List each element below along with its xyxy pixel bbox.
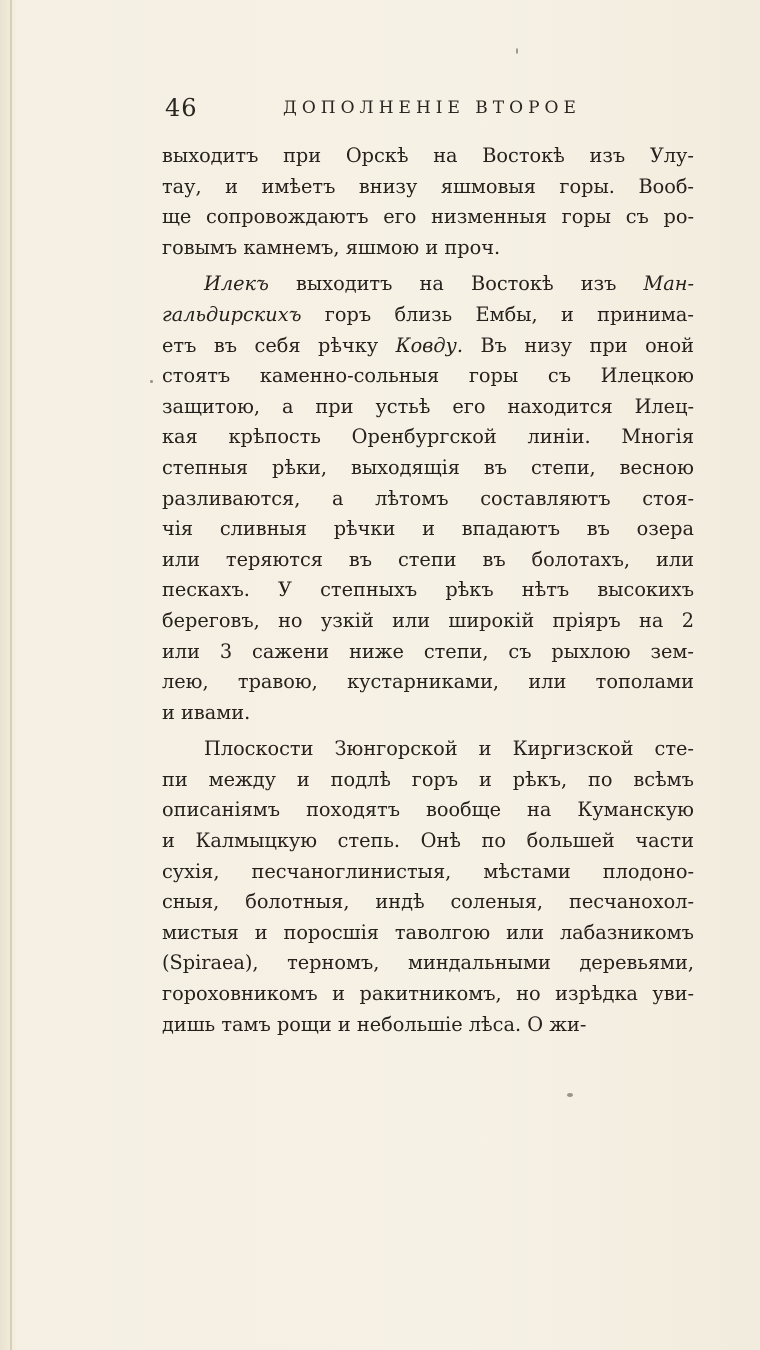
word: степныхъ [320,578,418,602]
word: широкій [448,608,535,632]
word: рѣчку [318,333,379,357]
word: сажени [252,639,330,663]
word: и [162,829,175,853]
word: Ковду. [395,333,463,357]
text-line [162,734,694,765]
text-line [162,300,694,331]
text-line [162,826,694,857]
word: и [254,920,268,944]
word: всѣмъ [633,767,694,791]
word: Востокѣ [482,144,565,167]
text-line [162,453,694,484]
word: выходитъ [162,144,259,167]
word: по [481,829,507,853]
word: соленыя, [450,890,544,914]
word: степи [397,547,457,571]
text-line [162,918,694,949]
text-line [162,141,694,172]
word: сопровождаютъ [206,205,369,229]
word: въ [213,333,237,357]
word: узкій [320,608,374,632]
word: Илецкою [600,364,694,388]
word: находится [507,394,613,418]
word: горъ [324,302,372,326]
word: съ [625,205,649,229]
word: горы. [559,174,615,198]
word: въ [348,547,372,571]
page-number: 46 [165,94,198,122]
word: рѣкъ, [512,767,568,791]
word: при [589,333,628,357]
word: устьѣ [375,394,431,418]
page-header [165,92,695,128]
text-line [162,361,694,392]
text-line [162,606,694,637]
word: ивами. [181,700,251,724]
text-line [162,765,694,796]
word: на [433,144,458,167]
word: близь [394,302,453,326]
text-line [162,1010,694,1041]
word: лабазникомъ [559,920,694,944]
word: песчаноглинистыя, [251,859,452,883]
text-line [162,667,694,698]
word: яшмовыя [440,174,536,198]
word: изъ [580,272,617,296]
word: озера [636,517,694,541]
word: подлѣ [330,767,391,791]
word: жи- [549,1012,587,1036]
word: но [278,608,303,632]
word: рощи [276,1012,332,1036]
text-line [162,545,694,576]
word: по [588,767,613,791]
running-head: ДОПОЛНЕНІЕ ВТОРОЕ [283,98,581,118]
word: лею, [162,670,209,694]
word: и [478,767,492,791]
word: впадаютъ [461,517,560,541]
ink-speck [516,48,518,54]
word: его [383,205,417,229]
word: ракитникомъ, [359,982,502,1006]
word: ро- [663,205,694,229]
word: Орскѣ [345,144,409,167]
word: или [392,608,431,632]
word: его [452,394,486,418]
word: степь. [337,829,401,853]
text-line [162,857,694,888]
paragraph-1 [162,141,694,263]
word: Востокѣ [471,272,554,296]
paragraph-3 [162,734,694,1040]
word: Вооб- [638,174,694,198]
word: кустарниками, [347,670,500,694]
word: въ [586,517,610,541]
word: при [315,394,354,418]
word: рѣки, [272,455,328,479]
word: степи, [530,455,596,479]
word: тамъ [221,1012,271,1036]
word: внизу [358,174,418,198]
word: стоятъ [162,364,231,388]
word: или [162,639,200,663]
word: Зюнгорской [334,737,458,761]
word: выходитъ [296,272,393,296]
word: сте- [654,737,694,761]
word: рыхлою [551,639,631,663]
word: или [162,547,200,571]
word: пи [162,767,188,791]
word: мѣстами [483,859,571,883]
word: гальдирскихъ [162,302,302,326]
word: Ембы, [475,302,538,326]
word: 3 [219,639,233,663]
word: болотахъ, [531,547,631,571]
word: низменныя [431,205,547,229]
word: поросшія [283,920,379,944]
text-line [162,979,694,1010]
word: защитою, [162,394,260,418]
word: линіи. [527,425,591,449]
word: болотныя, [245,890,350,914]
word: етъ [162,333,197,357]
word: ниже [349,639,404,663]
word: и [337,1012,351,1036]
word: уви- [652,982,694,1006]
ink-speck [150,380,153,383]
word: и [560,302,574,326]
word: чія [162,517,194,541]
word: имѣетъ [261,174,336,198]
word: оной [645,333,694,357]
word: говымъ [162,235,238,259]
word: камнемъ, [243,235,340,259]
word: Куманскую [577,798,694,822]
word: Плоскости [204,737,314,761]
word: проч. [444,235,501,259]
word: кая [162,425,198,449]
word: съ [508,639,532,663]
body-text [162,141,694,1040]
word: пескахъ. [162,578,250,602]
word: и [296,767,310,791]
word: съ [547,364,571,388]
word: но [516,982,541,1006]
word: между [208,767,276,791]
word: Ман- [643,272,694,296]
ink-speck [567,1093,573,1097]
text-line [162,948,694,979]
word: на [419,272,444,296]
word: выходящія [350,455,460,479]
word: горы [468,364,519,388]
word: терномъ, [287,951,380,975]
word: а [281,394,294,418]
word: индѣ [375,890,425,914]
word: при [283,144,322,167]
word: весною [619,455,694,479]
word: Въ [480,333,507,357]
word: яшмою [345,235,420,259]
word: тау, [162,174,202,198]
word: миндальными [407,951,551,975]
word: Оренбургской [351,425,497,449]
word: пріяръ [552,608,621,632]
word: сливныя [219,517,307,541]
text-line [162,422,694,453]
word: степи, [423,639,489,663]
word: горы [561,205,612,229]
word: нѣтъ [521,578,570,602]
word: сухія, [162,859,220,883]
word: стоя- [642,486,694,510]
word: береговъ, [162,608,260,632]
word: составляютъ [480,486,611,510]
word: принима- [597,302,694,326]
word: большей [526,829,615,853]
word: 2 [681,608,694,632]
page-left-edge [10,0,12,1350]
word: У [278,578,292,602]
word: Калмыцкую [195,829,318,853]
text-line [162,484,694,515]
text-line [162,887,694,918]
word: части [635,829,694,853]
word: и [332,982,345,1006]
word: или [656,547,694,571]
word: описаніямъ [162,798,281,822]
word: Многія [621,425,694,449]
word: тополами [595,670,694,694]
word: горъ [411,767,459,791]
word: крѣпость [228,425,321,449]
word: походятъ [306,798,400,822]
word: низу [524,333,572,357]
word: песчанохол- [568,890,694,914]
word: или [528,670,567,694]
word: гороховникомъ [162,982,318,1006]
word: дишь [162,1012,216,1036]
word: себя [254,333,301,357]
word: и [162,700,175,724]
word: рѣкъ [445,578,494,602]
text-line [162,575,694,606]
text-line [162,514,694,545]
text-line [162,172,694,203]
word: въ [482,547,506,571]
word: степныя [162,455,249,479]
word: вообще [425,798,502,822]
word: и [422,517,435,541]
text-line [162,637,694,668]
word: или [506,920,545,944]
word: Илекъ [204,272,269,296]
word: (Spiraea), [162,951,259,975]
text-line [162,202,694,233]
word: травою, [237,670,318,694]
word: Илец- [634,394,694,418]
word: лѣтомъ [375,486,449,510]
word: ще [162,205,192,229]
word: разливаются, [162,486,301,510]
text-line [162,269,694,300]
word: и [225,174,239,198]
word: Онѣ [420,829,461,853]
word: а [332,486,344,510]
paragraph-2 [162,269,694,728]
word: каменно-сольныя [259,364,440,388]
word: деревьями, [579,951,694,975]
word: высокихъ [597,578,694,602]
word: изрѣдка [555,982,638,1006]
text-line [162,233,694,264]
text-line [162,331,694,362]
word: и [425,235,439,259]
word: сныя, [162,890,220,914]
word: зем- [650,639,694,663]
word: теряются [225,547,323,571]
text-line [162,392,694,423]
word: рѣчки [333,517,396,541]
word: небольшіе [356,1012,463,1036]
word: на [527,798,552,822]
word: плодоно- [602,859,694,883]
word: лѣса. [468,1012,522,1036]
word: таволгою [394,920,491,944]
text-line [162,795,694,826]
word: О [527,1012,544,1036]
word: и [478,737,492,761]
word: въ [483,455,508,479]
word: Киргизской [512,737,634,761]
text-line [162,698,694,729]
word: изъ [589,144,626,167]
word: мистыя [162,920,239,944]
word: Улу- [649,144,694,167]
word: на [639,608,664,632]
